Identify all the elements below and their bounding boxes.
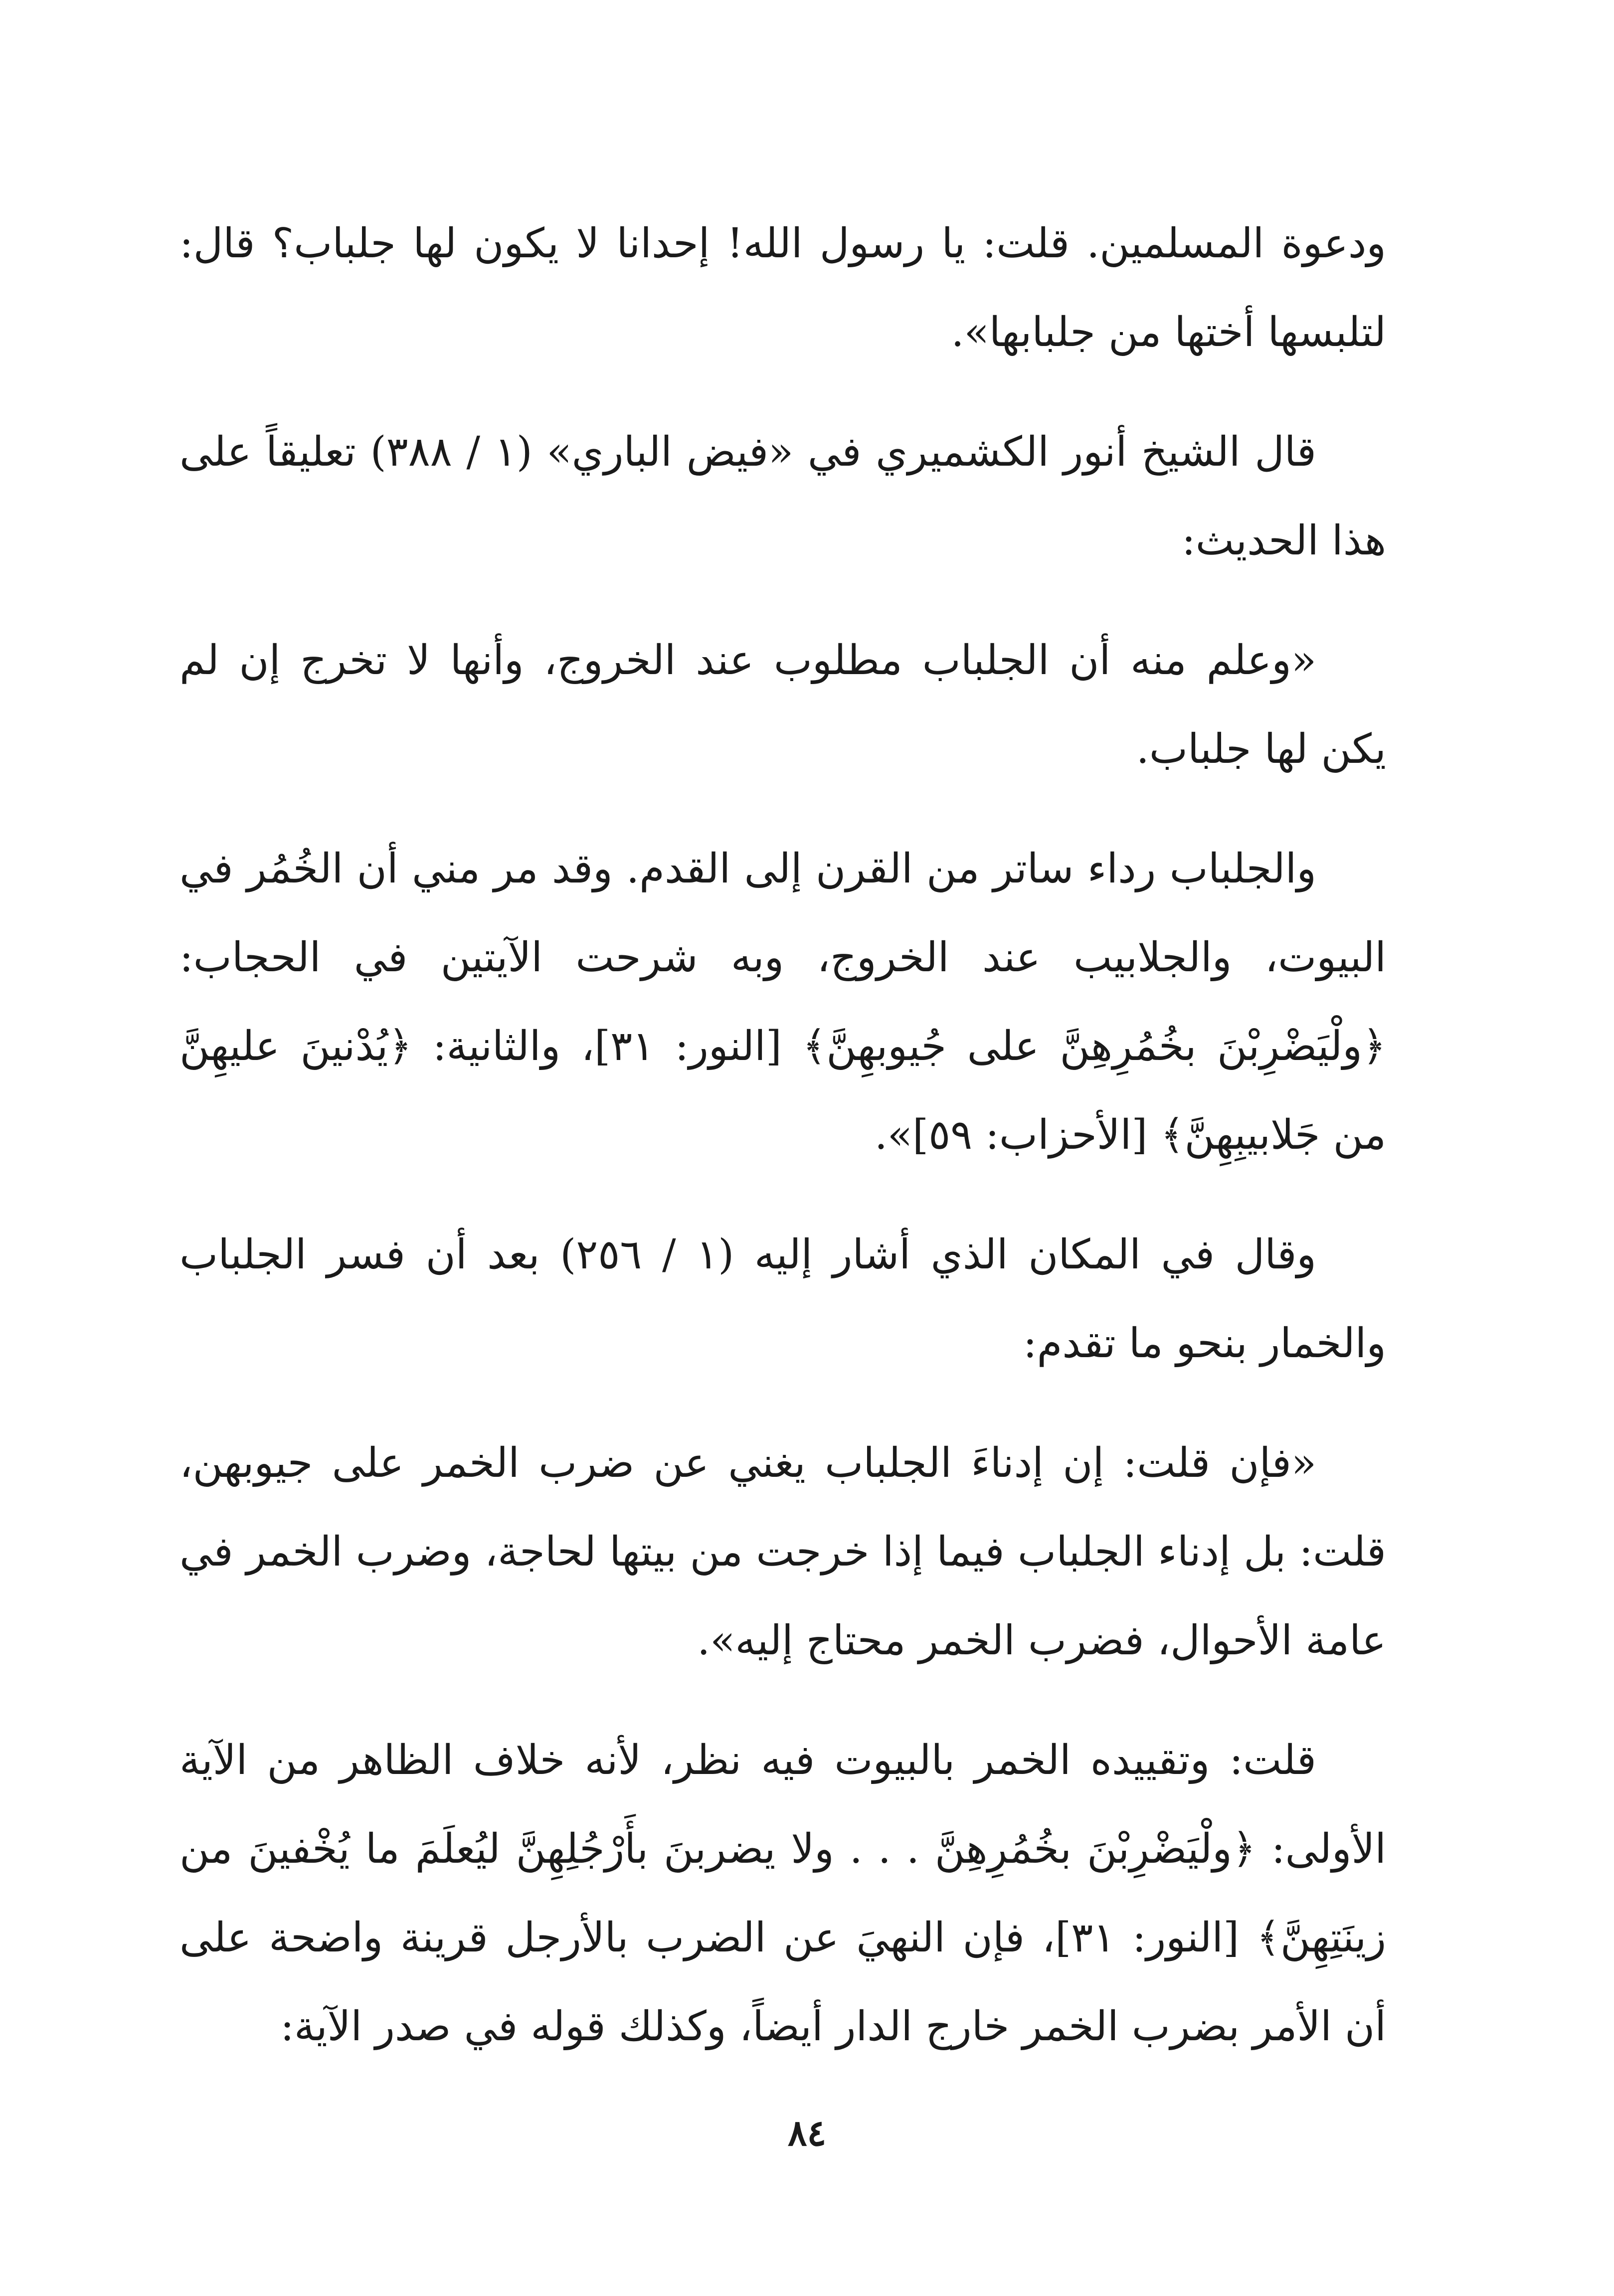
page-number: ٨٤	[787, 2112, 827, 2154]
body-text	[179, 199, 1386, 2102]
paragraph-second-reference: وقال في المكان الذي أشار إليه (١ / ٢٥٦) بعد أن فسر الجلباب والخمار بنحو ما تقدم:	[179, 1231, 1386, 1367]
paragraph-kashmiri-intro: قال الشيخ أنور الكشميري في «فيض الباري» (١ / ٣٨٨) تعليقاً على هذا الحديث:	[179, 428, 1386, 564]
paragraph-hadith-end: ودعوة المسلمين. قلت: يا رسول الله! إحدانا لا يكون لها جلباب؟ قال: لتلبسها أختها من جلبابها».	[179, 220, 1386, 356]
paragraph-jilbab-definition: والجلباب رداء ساتر من القرن إلى القدم. وقد مر مني أن الخُمُر في البيوت، والجلابيب عند الخروج، وبه شرحت الآيتين في الحجاب: ﴿ولْيَضْرِبْنَ بخُمُرِهِنَّ على جُيوبهِنَّ﴾ [النور: ٣١]، والثانية: ﴿يُدْنينَ عليهِنَّ من جَلابيبِهِنَّ﴾ [الأحزاب: ٥٩]».	[179, 845, 1386, 1159]
paragraph-author-comment: قلت: وتقييده الخمر بالبيوت فيه نظر، لأنه خلاف الظاهر من الآية الأولى: ﴿ولْيَضْرِبْنَ بخُمُرِهِنَّ . . . ولا يضربنَ بأَرْجُلِهِنَّ ليُعلَمَ ما يُخْفينَ من زينَتِهِنَّ﴾ [النور: ٣١]، فإن النهيَ عن الضرب بالأرجل قرينة واضحة على أن الأمر بضرب الخمر خارج الدار أيضاً، وكذلك قوله في صدر الآية:	[179, 1737, 1386, 2050]
paragraph-question-answer: «فإن قلت: إن إدناءَ الجلباب يغني عن ضرب الخمر على جيوبهن، قلت: بل إدناء الجلباب فيما إذا خرجت من بيتها لحاجة، وضرب الخمر في عامة الأحوال، فضرب الخمر محتاج إليه».	[179, 1439, 1386, 1664]
paragraph-kashmiri-quote: «وعلم منه أن الجلباب مطلوب عند الخروج، وأنها لا تخرج إن لم يكن لها جلباب.	[179, 637, 1386, 773]
